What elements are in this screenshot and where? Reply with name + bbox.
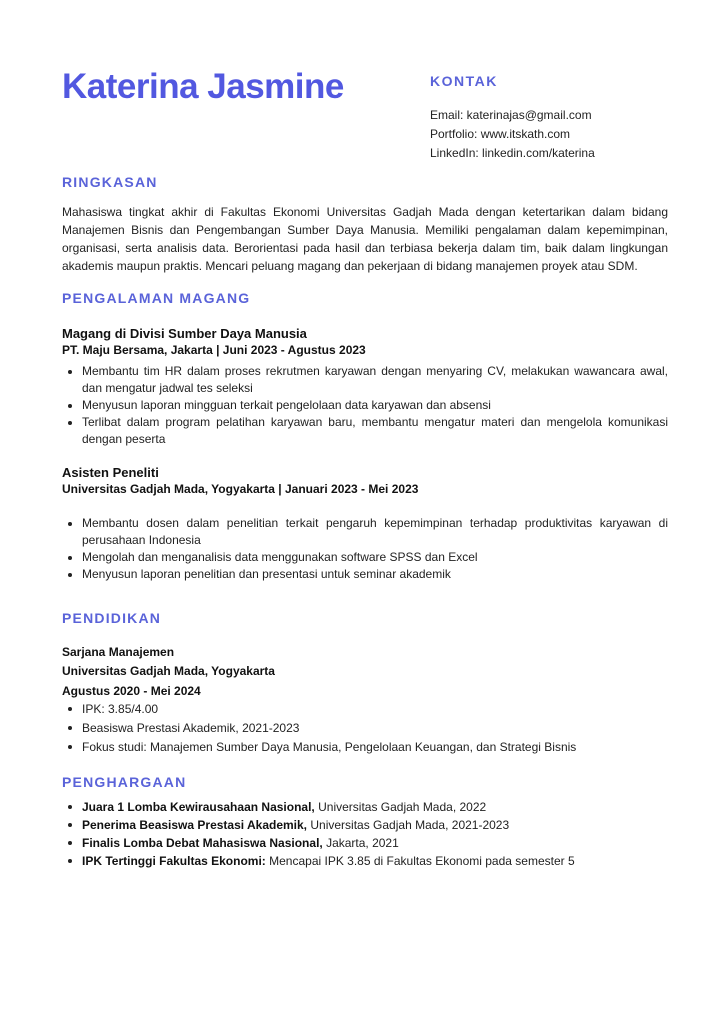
- education-bullets: [62, 700, 668, 757]
- contact-linkedin: LinkedIn: linkedin.com/katerina: [430, 146, 595, 160]
- contact-heading: KONTAK: [430, 73, 498, 89]
- list-item: Menyusun laporan mingguan terkait pengelolaan data karyawan dan absensi: [82, 397, 668, 414]
- award-item: [82, 834, 668, 852]
- award-title: Finalis Lomba Debat Mahasiswa Nasional,: [82, 836, 323, 850]
- list-item: Beasiswa Prestasi Akademik, 2021-2023: [82, 719, 668, 738]
- job-bullets: [62, 515, 668, 583]
- education-heading: PENDIDIKAN: [62, 610, 162, 626]
- awards-heading: PENGHARGAAN: [62, 774, 187, 790]
- list-item: Fokus studi: Manajemen Sumber Daya Manusia, Pengelolaan Keuangan, dan Strategi Bisnis: [82, 738, 668, 757]
- degree: Sarjana Manajemen: [62, 645, 175, 659]
- job-org: Universitas Gadjah Mada, Yogyakarta | Januari 2023 - Mei 2023: [62, 482, 419, 496]
- contact-block: [430, 72, 690, 163]
- school: Universitas Gadjah Mada, Yogyakarta: [62, 664, 275, 678]
- list-item: IPK: 3.85/4.00: [82, 700, 668, 719]
- award-detail: Jakarta, 2021: [322, 836, 399, 850]
- summary-heading: RINGKASAN: [62, 174, 158, 190]
- award-item: [82, 852, 668, 870]
- award-item: [82, 816, 668, 834]
- award-detail: Mencapai IPK 3.85 di Fakultas Ekonomi pada semester 5: [265, 854, 575, 868]
- list-item: Membantu tim HR dalam proses rekrutmen karyawan dengan menyaring CV, melakukan wawancara awal, dan mengatur jadwal tes seleksi: [82, 364, 668, 395]
- list-item: Terlibat dalam program pelatihan karyawan baru, membantu mengatur materi dan mengelola komunikasi dengan peserta: [82, 415, 668, 446]
- award-title: IPK Tertinggi Fakultas Ekonomi:: [82, 854, 266, 868]
- candidate-name: Katerina Jasmine: [62, 67, 344, 106]
- award-title: Juara 1 Lomba Kewirausahaan Nasional,: [82, 800, 315, 814]
- award-title: Penerima Beasiswa Prestasi Akademik,: [82, 818, 308, 832]
- award-detail: Universitas Gadjah Mada, 2021-2023: [307, 818, 510, 832]
- award-detail: Universitas Gadjah Mada, 2022: [314, 800, 487, 814]
- job-bullets: [62, 363, 668, 448]
- summary-text: Mahasiswa tingkat akhir di Fakultas Ekonomi Universitas Gadjah Mada dengan ketertarikan dalam bidang Manajemen Bisnis dan Pengembangan Sumber Daya Manusia. Memiliki pengalaman dalam kepemimpinan, organisasi, serta analisis data. Berorientasi pada hasil dan terbiasa bekerja dalam tim, baik dalam lingkungan akademis maupun praktis. Mencari peluang magang dan pekerjaan di bidang manajemen proyek atau SDM.: [62, 205, 668, 273]
- contact-portfolio: Portfolio: www.itskath.com: [430, 127, 571, 141]
- education-period: Agustus 2020 - Mei 2024: [62, 684, 201, 698]
- awards-list: [62, 798, 668, 870]
- job-title: Magang di Divisi Sumber Daya Manusia: [62, 326, 307, 341]
- list-item: Membantu dosen dalam penelitian terkait pengaruh kepemimpinan terhadap produktivitas karyawan di perusahaan Indonesia: [82, 516, 668, 547]
- award-item: [82, 798, 668, 816]
- contact-email: Email: katerinajas@gmail.com: [430, 108, 592, 122]
- experience-heading: PENGALAMAN MAGANG: [62, 290, 251, 306]
- job-title: Asisten Peneliti: [62, 465, 159, 480]
- list-item: Mengolah dan menganalisis data menggunakan software SPSS dan Excel: [82, 549, 668, 566]
- list-item: Menyusun laporan penelitian dan presentasi untuk seminar akademik: [82, 566, 668, 583]
- job-org: PT. Maju Bersama, Jakarta | Juni 2023 - Agustus 2023: [62, 343, 366, 357]
